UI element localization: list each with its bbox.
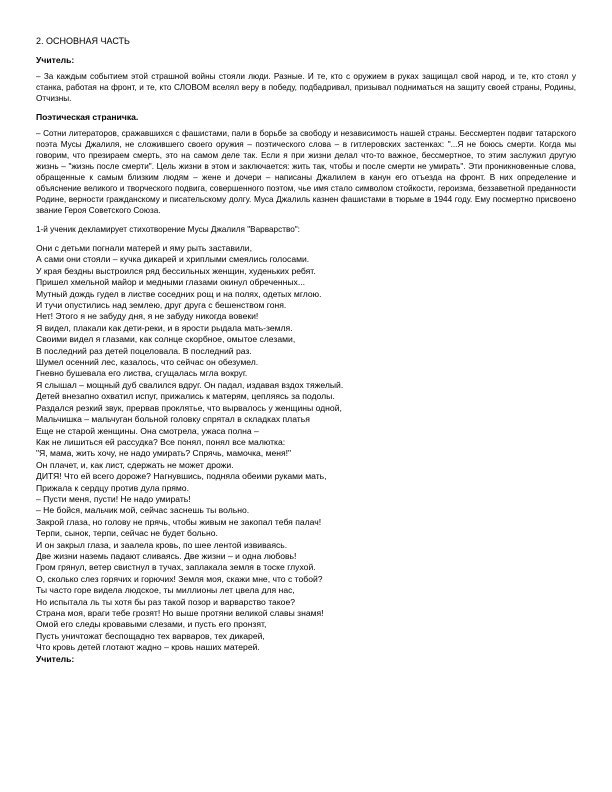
poem-line: – Пусти меня, пусти! Не надо умирать! bbox=[36, 493, 191, 504]
teacher-label: Учитель: bbox=[36, 55, 75, 65]
poem-line: Закрой глаза, но голову не прячь, чтобы живым не закопал тебя палач! bbox=[36, 516, 322, 527]
poem-line: Что кровь детей глотают жадно – кровь наших матерей. bbox=[36, 642, 260, 653]
poem-line: Две жизни наземь падают сливаясь. Две жизни – и одна любовь! bbox=[36, 550, 297, 561]
teacher-paragraph: – За каждым событием этой страшной войны стояли люди. Разные. И те, кто с оружием в руках защищал свой народ, и те, кто стоял у станка, работая на фронт, и те, кто СЛОВОМ вселял веру в победу, подбадривал, призывал подниматься на защиту своей страны, Родины, Отчизны. bbox=[36, 72, 576, 103]
poem-line: Страна моя, враги тебе грозят! Но выше протяни великой славы знамя! bbox=[36, 608, 324, 618]
poem-line: Омой его следы кровавыми слезами, и пусть его пронзят, bbox=[36, 619, 267, 630]
poem-line: "Я, мама, жить хочу, не надо умирать? Спрячь, мамочка, меня!" bbox=[36, 448, 292, 459]
poem-line: Пусть уничтожат беспощадно тех варваров, тех дикарей, bbox=[36, 630, 265, 641]
poem-line: А сами они стояли – кучка дикарей и хриплыми смеялись голосами. bbox=[36, 254, 310, 265]
section-title: 2. ОСНОВНАЯ ЧАСТЬ bbox=[36, 36, 130, 46]
poem-line: Я слышал – мощный дуб свалился вдруг. Он падал, издавая вздох тяжелый. bbox=[36, 379, 344, 390]
poem-line: Еще не старой женщины. Она смотрела, ужаса полна – bbox=[36, 425, 259, 436]
poem-line: Они с детьми погнали матерей и яму рыть заставили, bbox=[36, 243, 252, 253]
poem-line: Раздался резкий звук, прервав проклятье, что вырвалось у женщины одной, bbox=[36, 402, 342, 413]
poem-line: И он закрыл глаза, и заалела кровь, по шее лентой извиваясь. bbox=[36, 539, 288, 550]
poem-line: Своими видел я глазами, как солнце скорбное, омытое слезами, bbox=[36, 334, 296, 345]
poetic-heading: Поэтическая страничка. bbox=[36, 112, 139, 122]
poem-line: Он плачет, и, как лист, сдержать не может дрожи. bbox=[36, 459, 234, 470]
poem-line: Нет! Этого я не забуду дня, я не забуду никогда вовеки! bbox=[36, 311, 259, 322]
poem-line: Гневно бушевала его листва, сгущалась мгла вокруг. bbox=[36, 368, 248, 379]
poem-line: Мутный дождь гудел в листве соседних рощ и на полях, одетых мглою. bbox=[36, 288, 322, 299]
poem-line: О, сколько слез горячих и горючих! Земля моя, скажи мне, что с тобой? bbox=[36, 573, 323, 584]
poem-line: В последний раз детей поцеловала. В последний раз. bbox=[36, 345, 252, 356]
poem-line: И тучи опустились над землею, друг друга с бешенством гоня. bbox=[36, 300, 287, 311]
student-intro: 1-й ученик декламирует стихотворение Мусы Джалиля "Варварство": bbox=[36, 225, 300, 234]
poem-line: Я видел, плакали как дети-реки, и в ярости рыдала мать-земля. bbox=[36, 322, 293, 333]
poetic-paragraph: – Сотни литераторов, сражавшихся с фашистами, пали в борьбе за свободу и независимость нашей страны. Бессмертен подвиг татарского поэта Мусы Джалиля, не сложившего своего оружия – поэтического слова – в гитлеровских застенках: "...Я не боюсь смерти. Когда мы говорим, что презираем смерть, это на самом деле так. Если я при жизни делал что-то важное, бессмертное, то этим заслужил другую жизнь – "жизнь после смерти". Цель жизни в этом и заключается: жить так, чтобы и после смерти не умирать". Эти проникновенные слова, обращенные к самым близким людям – жене и дочери – написаны Джалилем в канун его отъезда на фронт. В них определение и объяснение великого и творческого подвига, совершенного поэтом, чье имя стало символом стойкости, героизма, беззаветной преданности Родине, верности гражданскому и писательскому долгу. Муса Джалиль казнен фашистами в тюрьме в 1944 году. Ему посмертно присвоено звание Героя Советского Союза. bbox=[36, 129, 576, 215]
poem-line: Мальчишка – мальчуган больной головку спрятал в складках платья bbox=[36, 414, 310, 425]
poem-line: Детей внезапно охватил испуг, прижались к матерям, цепляясь за подолы. bbox=[36, 391, 335, 402]
final-teacher-label: Учитель: bbox=[36, 653, 75, 664]
poem-line: ДИТЯ! Что ей всего дороже? Нагнувшись, подняла обеими руками мать, bbox=[36, 471, 327, 482]
poem-line: Как не лишиться ей рассудка? Все понял, понял все малютка: bbox=[36, 436, 286, 447]
poem-line: Гром грянул, ветер свистнул в тучах, заплакала земля в тоске глухой. bbox=[36, 562, 316, 573]
poem-line: Терпи, сынок, терпи, сейчас не будет больно. bbox=[36, 528, 218, 539]
poem bbox=[36, 243, 576, 654]
poem-line: Шумел осенний лес, казалось, что сейчас он обезумел. bbox=[36, 357, 259, 368]
poem-line: Ты часто горе видела людское, ты миллионы лет цвела для нас, bbox=[36, 585, 295, 596]
poem-line: Но испытала ль ты хотя бы раз такой позор и варварство такое? bbox=[36, 596, 296, 607]
poem-line: Прижала к сердцу против дула прямо. bbox=[36, 482, 189, 493]
document-page bbox=[36, 36, 576, 665]
poem-line: Пришел хмельной майор и медными глазами окинул обреченных... bbox=[36, 277, 306, 288]
poem-line: У края бездны выстроился ряд бессильных женщин, худеньких ребят. bbox=[36, 265, 316, 276]
poem-line: – Не бойся, мальчик мой, сейчас заснешь ты вольно. bbox=[36, 505, 250, 516]
